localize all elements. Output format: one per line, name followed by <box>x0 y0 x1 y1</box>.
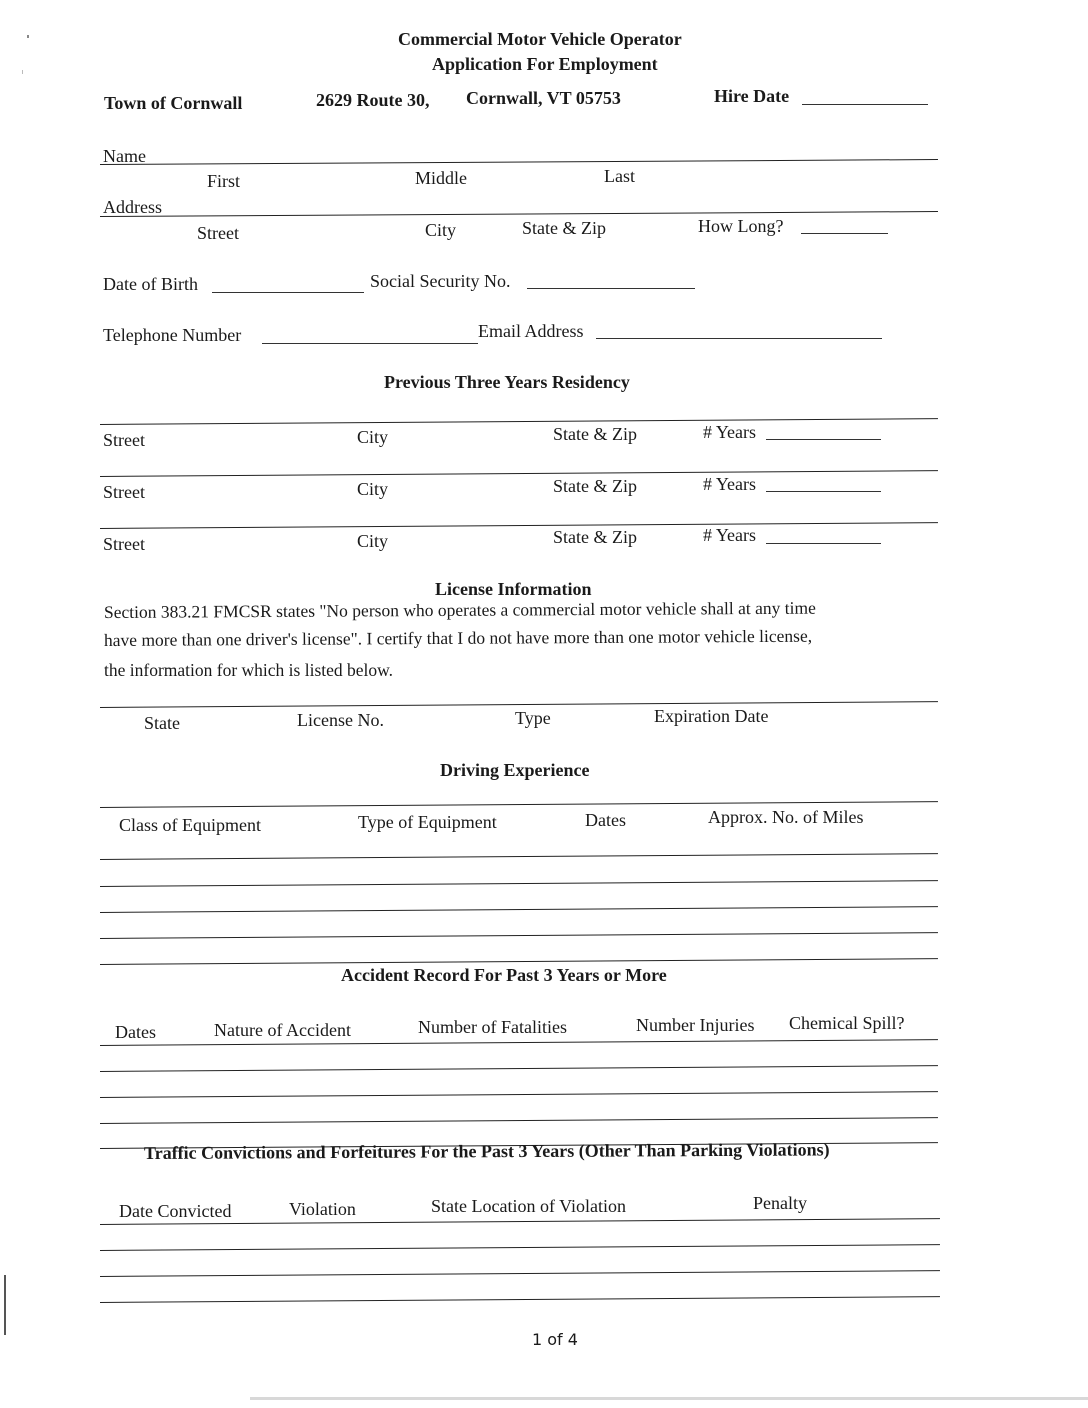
driving-type-caption: Type of Equipment <box>358 812 497 832</box>
form-title-line1: Commercial Motor Vehicle Operator <box>398 29 682 49</box>
last-name-caption: Last <box>604 166 635 186</box>
scan-mark <box>22 70 23 74</box>
license-state-caption: State <box>144 713 180 733</box>
page-number: 1 of 4 <box>532 1330 578 1349</box>
ssn-blank[interactable] <box>527 288 695 289</box>
accident-nature-caption: Nature of Accident <box>214 1020 351 1040</box>
driving-entry-line[interactable] <box>100 853 938 860</box>
license-paragraph-line1: Section 383.21 FMCSR states "No person who operates a commercial motor vehicle shall at any time <box>103 597 816 622</box>
accident-entry-line[interactable] <box>100 1117 938 1124</box>
org-street: 2629 Route 30, <box>316 90 430 110</box>
name-label: Name <box>103 146 146 166</box>
residency-line-1[interactable] <box>100 418 938 425</box>
street-caption: Street <box>197 223 239 243</box>
residency-state-zip-caption: State & Zip <box>553 527 637 547</box>
traffic-location-caption: State Location of Violation <box>431 1196 627 1216</box>
traffic-entry-line[interactable] <box>100 1270 940 1277</box>
residency-heading: Previous Three Years Residency <box>384 372 630 392</box>
phone-blank[interactable] <box>262 343 478 344</box>
driving-dates-caption: Dates <box>585 810 626 830</box>
dob-label: Date of Birth <box>103 274 198 294</box>
traffic-heading: Traffic Convictions and Forfeitures For the Past 3 Years (Other Than Parking Violations) <box>143 1139 830 1163</box>
driving-entry-line[interactable] <box>100 880 938 887</box>
residency-street-caption: Street <box>103 482 145 502</box>
traffic-entry-line[interactable] <box>100 1244 940 1251</box>
how-long-blank[interactable] <box>801 233 888 234</box>
residency-state-zip-caption: State & Zip <box>553 476 637 496</box>
residency-city-caption: City <box>357 479 389 499</box>
name-line[interactable] <box>100 159 938 165</box>
driving-entry-line[interactable] <box>100 932 938 939</box>
residency-street-caption: Street <box>103 430 145 450</box>
driving-class-caption: Class of Equipment <box>119 815 261 835</box>
dob-blank[interactable] <box>212 292 364 293</box>
traffic-entry-line[interactable] <box>100 1296 940 1303</box>
residency-state-zip-caption: State & Zip <box>553 424 637 444</box>
address-label: Address <box>103 197 162 217</box>
accident-fatalities-caption: Number of Fatalities <box>418 1017 567 1037</box>
residency-city-caption: City <box>357 531 389 551</box>
hire-date-blank[interactable] <box>802 104 928 105</box>
city-caption: City <box>425 220 457 240</box>
residency-years-blank[interactable] <box>766 439 881 440</box>
license-heading: License Information <box>435 579 592 599</box>
accident-entry-line[interactable] <box>100 1091 938 1098</box>
phone-label: Telephone Number <box>103 325 242 345</box>
middle-name-caption: Middle <box>415 168 467 188</box>
residency-years-label: # Years <box>703 525 757 545</box>
residency-years-blank[interactable] <box>766 491 881 492</box>
org-name: Town of Cornwall <box>104 93 243 113</box>
license-no-caption: License No. <box>297 710 384 730</box>
form-title-line2: Application For Employment <box>432 54 658 74</box>
email-blank[interactable] <box>596 338 882 339</box>
driving-heading: Driving Experience <box>440 760 590 780</box>
traffic-penalty-caption: Penalty <box>753 1193 807 1213</box>
license-type-caption: Type <box>515 708 551 728</box>
state-zip-caption: State & Zip <box>522 218 606 238</box>
scan-edge <box>4 1275 6 1335</box>
license-line[interactable] <box>100 701 938 708</box>
driving-entry-line[interactable] <box>100 906 938 913</box>
driving-miles-caption: Approx. No. of Miles <box>708 807 864 827</box>
accident-heading: Accident Record For Past 3 Years or More <box>341 965 667 985</box>
traffic-date-caption: Date Convicted <box>119 1201 232 1221</box>
scan-mark <box>27 35 29 38</box>
license-paragraph-line2: have more than one driver's license". I certify that I do not have more than one motor vehicle license, <box>103 625 813 650</box>
hire-date-label: Hire Date <box>714 86 790 106</box>
email-label: Email Address <box>478 321 584 341</box>
ssn-label: Social Security No. <box>370 271 511 291</box>
scan-bottom-shadow <box>250 1397 1088 1400</box>
residency-street-caption: Street <box>103 534 145 554</box>
org-city-state-zip: Cornwall, VT 05753 <box>466 88 621 108</box>
accident-spill-caption: Chemical Spill? <box>789 1013 905 1033</box>
residency-years-blank[interactable] <box>766 543 881 544</box>
residency-line-2[interactable] <box>100 470 938 477</box>
traffic-violation-caption: Violation <box>289 1199 356 1219</box>
accident-injuries-caption: Number Injuries <box>636 1015 755 1035</box>
license-expiration-caption: Expiration Date <box>654 706 769 726</box>
how-long-label: How Long? <box>698 216 784 236</box>
accident-entry-line[interactable] <box>100 1065 938 1072</box>
driving-entry-line[interactable] <box>100 958 938 965</box>
address-line[interactable] <box>100 211 938 217</box>
accident-dates-caption: Dates <box>115 1022 156 1042</box>
residency-line-3[interactable] <box>100 522 938 529</box>
residency-years-label: # Years <box>703 474 757 494</box>
residency-city-caption: City <box>357 427 389 447</box>
first-name-caption: First <box>207 171 241 191</box>
license-paragraph-line3: the information for which is listed below. <box>104 660 394 680</box>
residency-years-label: # Years <box>703 422 757 442</box>
